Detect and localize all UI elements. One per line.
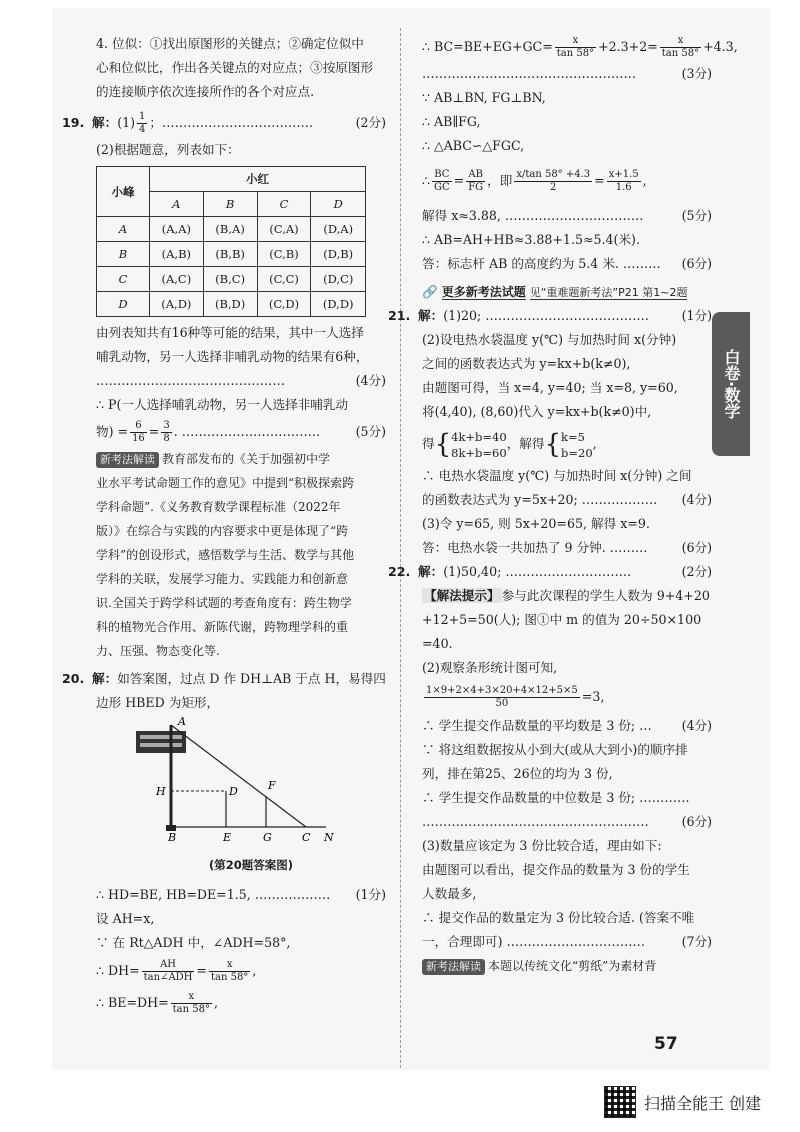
more-title: 更多新考法试题 (441, 285, 526, 299)
equation: 4k+b=40 (451, 429, 507, 444)
fraction (432, 169, 452, 194)
frac-num: AB (466, 169, 485, 182)
q20-s1 (96, 883, 386, 907)
frac-num: 6 (130, 420, 147, 433)
dots: ……………………………………… (96, 373, 285, 388)
q21-line-6: ∴ 电热水袋温度 y(℃) 与加热时间 x(分钟) 之间 (422, 468, 692, 483)
frac-den: tan 58° (661, 48, 700, 59)
table-top-header: 小红 (150, 167, 366, 192)
q22-line-8: ∵ 将这组数据按从小到大(或从大到小)的顺序排 (422, 742, 688, 757)
frac-den: 8 (163, 433, 170, 444)
fraction (466, 169, 485, 194)
subject-side-tab: 白卷·数学 (712, 312, 750, 456)
table-col-header: D (311, 192, 366, 217)
r-line-3: ∵ AB⊥BN, FG⊥BN, (422, 90, 546, 105)
q21-line-8: (3)令 y=65, 则 5x+20=65, 解得 x=9. (422, 516, 650, 531)
table-cell: (A,C) (150, 267, 204, 292)
equation: k=5 (561, 429, 585, 444)
frac-num: x (209, 959, 250, 972)
frac-den: FG (468, 182, 484, 193)
page-number: 57 (654, 1034, 678, 1054)
text: 的函数表达式为 y=5x+20; ……………… (422, 492, 658, 507)
text: (1)50,40; ………………………… (443, 564, 632, 579)
q21-line-3: 之间的函数表达式为 y=kx+b(k≠0), (422, 356, 631, 371)
equation-system (451, 429, 507, 461)
footer-text: 扫描全能王 创建 (644, 1093, 762, 1113)
new-exam-note (96, 447, 386, 663)
note-line: 力、压强、物态变化等. (96, 644, 220, 658)
text: ∴ 学生提交作品数量的平均数是 3 份; … (422, 718, 652, 733)
fraction (171, 991, 212, 1016)
table-cell: (D,C) (311, 267, 366, 292)
hint-tag: 【解法提示】 (424, 588, 500, 603)
table-col-header: C (257, 192, 311, 217)
note-line: 科的植物光合作用、新陈代谢，跨物理学科的重 (96, 620, 349, 634)
r-line-8: ∴ AB=AH+HB≈3.88+1.5≈5.4(米). (422, 232, 640, 247)
label-g: G (263, 831, 272, 844)
table-cell: (A,A) (150, 217, 204, 242)
frac-den: 50 (495, 698, 509, 709)
label-b: B (168, 831, 177, 844)
q19-fraction (137, 111, 147, 136)
fraction (607, 169, 641, 194)
label-f: F (268, 779, 276, 792)
text: 一，合理即可) …………………………… (422, 934, 646, 949)
q20-jie: 解： (92, 671, 118, 686)
q20-s5: ∴ BE=DH= $\frac{x}{\tan 58^\circ}$ , (96, 991, 218, 1015)
q20-figure (116, 715, 386, 877)
text: ∴ BE=DH= (96, 995, 169, 1010)
q20-line-1 (62, 667, 386, 691)
qr-code-icon (604, 1086, 636, 1118)
q22-line-10: ∴ 学生提交作品数量的中位数是 3 份; ………… (422, 790, 690, 805)
frac-den: tan 58° (210, 972, 249, 983)
r-line-5: ∴ △ABC∽△FGC, (422, 138, 525, 153)
table-row-header: B (97, 242, 150, 267)
scanner-footer (604, 1086, 761, 1118)
text: ，解得 (506, 436, 545, 451)
q22-jie: 解： (418, 564, 444, 579)
q21-system (422, 424, 712, 464)
q19-frac-den: 4 (139, 124, 146, 135)
score: (6分) (681, 814, 712, 829)
q22-line-3: +12+5=50(人); 图①中 m 的值为 20÷50×100 (422, 612, 702, 627)
q22-line-11 (422, 810, 712, 834)
q4-line-2: 心和位似比，作出各关键点的对应点；③按原图形 (96, 60, 374, 75)
left-column (62, 32, 386, 1019)
r-line-9 (422, 252, 712, 276)
equation: b=20 (561, 445, 593, 460)
line-ac (171, 725, 306, 827)
frac-num: x/tan 58° +4.3 (516, 169, 591, 180)
q20-line-2: 边形 HBED 为矩形， (96, 695, 220, 710)
figure-caption: (第20题答案图) (208, 858, 293, 872)
score: (5分) (355, 424, 386, 439)
frac-den: 16 (132, 433, 145, 444)
text: (1)20; ………………………………… (443, 308, 650, 323)
frac-den: GC (434, 182, 450, 193)
note-line: 版）》在综合与实践的内容要求中更是体现了“跨 (96, 524, 349, 538)
q22-line-7 (422, 714, 712, 738)
q22-number: 22. (388, 564, 411, 579)
q19-after-4: ∴ P(一人选择哺乳动物，另一人选择非哺乳动 (96, 397, 349, 412)
q20-s4: ∴ DH= $\frac{AH}{\text{tan∠ADH}}$ = $\frac{x}{\tan 58^\circ}$ , (96, 959, 257, 983)
table-row-header: A (97, 217, 150, 242)
q21-jie: 解： (418, 308, 444, 323)
score: (1分) (355, 887, 386, 902)
prob-prefix: 物) = (96, 424, 129, 439)
note-text: 教育部发布的《关于加强初中学 (162, 452, 331, 466)
note-line: 识.全国关于跨学科试题的考查角度有：跨生物学 (96, 596, 352, 610)
q19-after-5 (96, 417, 386, 447)
q19-frac-num: 1 (139, 111, 146, 122)
text: 参与此次课程的学生人数为 9+4+20 (501, 588, 710, 603)
q4-line-3: 的连接顺序依次连接所作的各个对应点. (96, 84, 315, 99)
score: (4分) (355, 373, 386, 388)
table-cell: (B,C) (203, 267, 257, 292)
table-col-header: B (203, 192, 257, 217)
link-icon: 🔗 (422, 284, 438, 299)
frac-den: tan 58° (556, 48, 595, 59)
text: +4.3, (703, 39, 738, 54)
q19-part1 (62, 108, 386, 138)
q22-line-12: (3)数量应该定为 3 份比较合适，理由如下: (422, 838, 662, 853)
text: +2.3+2= (598, 39, 658, 54)
sign-stripe (140, 735, 182, 739)
text: =3, (581, 689, 605, 704)
r-line-4: ∴ AB∥FG, (422, 114, 481, 129)
score: (4分) (681, 718, 712, 733)
frac-num: 1×9+2×4+3×20+4×12+5×5 (426, 685, 578, 696)
text: 答：电热水袋一共加热了 9 分钟. ……… (422, 540, 648, 555)
q22-line-6 (422, 680, 712, 714)
q19-jie: 解： (92, 115, 118, 130)
fraction (161, 420, 171, 445)
fraction (514, 169, 592, 194)
q22-line-15: ∴ 提交作品的数量定为 3 份比较合适. (答案不唯 (422, 910, 695, 925)
score: (6分) (681, 256, 712, 271)
q22-line-4: =40. (422, 636, 453, 651)
q20-s2: 设 AH=x, (96, 911, 155, 926)
equals: = (148, 424, 160, 439)
sign-board (136, 731, 186, 753)
q22-line-2 (422, 584, 712, 608)
table-cell: (D,A) (311, 217, 366, 242)
q19-number: 19. (62, 115, 85, 130)
r-line-7 (422, 204, 712, 228)
frac-den: tan 58° (172, 1004, 210, 1015)
q19-after-2: 哺乳动物，另一人选择非哺乳动物的结果有6种， (96, 349, 369, 364)
text: , (592, 436, 597, 451)
frac-num: AH (142, 959, 195, 972)
table-row (97, 267, 366, 292)
score: (3分) (681, 66, 712, 81)
table-cell: (D,B) (311, 242, 366, 267)
q20-number: 20. (62, 671, 85, 686)
text: = (453, 173, 465, 188)
q22-note (422, 954, 712, 978)
q22-line-13: 由题图可以看出，提交作品的数量为 3 份的学生 (422, 862, 690, 877)
q21-line-7 (422, 488, 712, 512)
table-row (97, 292, 366, 317)
frac-num: x (660, 35, 701, 48)
score: (5分) (681, 208, 712, 223)
q19-after-1: 由列表知共有16种等可能的结果，其中一人选择 (96, 325, 364, 340)
text: ∴ HD=BE, HB=DE=1.5, ……………… (96, 887, 331, 902)
label-a: A (178, 715, 186, 728)
table-cell: (D,D) (311, 292, 366, 317)
more-ref: 见“重难题新考法”P21 第1~2题 (529, 286, 688, 299)
note-line: 学科命题”.《义务教育数学课程标准（2022年 (96, 500, 341, 514)
q21-line-9 (422, 536, 712, 560)
table-cell: (A,D) (150, 292, 204, 317)
table-cell: (C,D) (257, 292, 311, 317)
table-row (97, 217, 366, 242)
q21-line-5: 将(4,40), (8,60)代入 y=kx+b(k≠0)中, (422, 404, 652, 419)
table-cell: (C,C) (257, 267, 311, 292)
dots: ……………………………………………… (422, 814, 649, 829)
note-line: 学科的关联，发展学习能力、实践能力和创新意 (96, 572, 349, 586)
q20-s3: ∵ 在 Rt△ADH 中，∠ADH=58°, (96, 935, 291, 950)
q19-after-3 (96, 369, 386, 393)
dots: . …………………………… (173, 424, 321, 439)
fraction (660, 35, 701, 60)
table-cell: (C,A) (257, 217, 311, 242)
q19-p1-score: (2分) (355, 115, 386, 130)
fraction (424, 685, 580, 710)
fraction (130, 420, 147, 445)
text: 答：标志杆 AB 的高度约为 5.4 米. ……… (422, 256, 661, 271)
solution-system (561, 429, 593, 461)
frac-num: BC (432, 169, 452, 182)
table-row-header: D (97, 292, 150, 317)
probability-table (96, 166, 366, 317)
frac-num: 3 (163, 420, 170, 431)
table-cell: (A,B) (150, 242, 204, 267)
label-n: N (324, 831, 334, 844)
fraction (555, 35, 596, 60)
note-text: 本题以传统文化“剪纸”为素材背 (488, 959, 657, 973)
q22-line-5: (2)观察条形统计图可知, (422, 660, 558, 675)
q22-line-9: 列，排在第25、26位的均为 3 份, (422, 766, 613, 781)
score: (1分) (681, 308, 712, 323)
note-line: 业水平考试命题工作的意见》中提到“积极探索跨 (96, 476, 355, 490)
score: (6分) (681, 540, 712, 555)
text: ∴ DH= (96, 963, 140, 978)
new-exam-badge: 新考法解读 (422, 959, 485, 975)
table-cell: (B,B) (203, 242, 257, 267)
q19-part2: (2)根据题意，列表如下： (96, 142, 240, 157)
brace: { (434, 429, 452, 460)
sign-stripe (140, 743, 182, 747)
fraction (142, 959, 195, 984)
text: ∴ BC=BE+EG+GC= (422, 39, 553, 54)
q4-line-1: 4. 位似：①找出原图形的关键点；②确定位似中 (96, 36, 364, 51)
frac-num: x (555, 35, 596, 48)
q22-line-14: 人数最多, (422, 886, 477, 901)
more-exam-link[interactable] (422, 280, 712, 304)
dots: …………………………………………… (422, 66, 637, 81)
q19-p1-dots: ；……………………………… (149, 115, 314, 130)
q21-line-4: 由题图可得，当 x=4, y=40; 当 x=8, y=60, (422, 380, 678, 395)
column-divider (400, 28, 401, 1068)
q19-p1-prefix: (1) (117, 115, 136, 130)
new-exam-badge: 新考法解读 (96, 452, 159, 468)
r-line-6: ∴ $\frac{BC}{GC}$ = $\frac{AB}{FG}$ ，即 $\frac{x/\tan 58^\circ +4.3}{2}$ = $\frac{x+1.5}{1.6}$ , (422, 169, 647, 193)
label-d: D (229, 785, 238, 798)
table-cell: (C,B) (257, 242, 311, 267)
q22-line-16 (422, 930, 712, 954)
table-row (97, 242, 366, 267)
table-col-header: A (150, 192, 204, 217)
equation: 8k+b=60 (451, 445, 507, 460)
label-h: H (156, 785, 166, 798)
table-row-header: C (97, 267, 150, 292)
frac-num: x (171, 991, 212, 1004)
brace: { (544, 429, 562, 460)
frac-den: 2 (550, 182, 557, 193)
q21-line-1 (388, 304, 712, 328)
q20-text: 如答案图，过点 D 作 DH⊥AB 于点 H，易得四 (117, 671, 386, 686)
note-line: 学科”的创设形式，感悟数学与生活、数学与其他 (96, 548, 355, 562)
frac-num: x+1.5 (608, 169, 639, 180)
q22-line-1 (388, 560, 712, 584)
label-c: C (302, 831, 311, 844)
score: (7分) (681, 934, 712, 949)
fraction (209, 959, 250, 984)
table-cell: (B,D) (203, 292, 257, 317)
text: ，即 (487, 173, 513, 188)
table-cell: (B,A) (203, 217, 257, 242)
q21-line-2: (2)设电热水袋温度 y(℃) 与加热时间 x(分钟) (422, 332, 677, 347)
label-e: E (223, 831, 232, 844)
r-line-2 (422, 62, 712, 86)
text: ∴ (422, 173, 431, 188)
text: 解得 x≈3.88, …………………………… (422, 208, 644, 223)
table-corner: 小峰 (97, 167, 150, 217)
q21-number: 21. (388, 308, 411, 323)
note-line (96, 447, 386, 471)
frac-den: tan∠ADH (143, 972, 193, 983)
r-line-1 (422, 32, 738, 62)
geometry-diagram (116, 715, 346, 845)
score: (4分) (681, 492, 712, 507)
score: (2分) (681, 564, 712, 579)
frac-den: 1.6 (615, 182, 632, 193)
text: 得 (422, 436, 435, 451)
